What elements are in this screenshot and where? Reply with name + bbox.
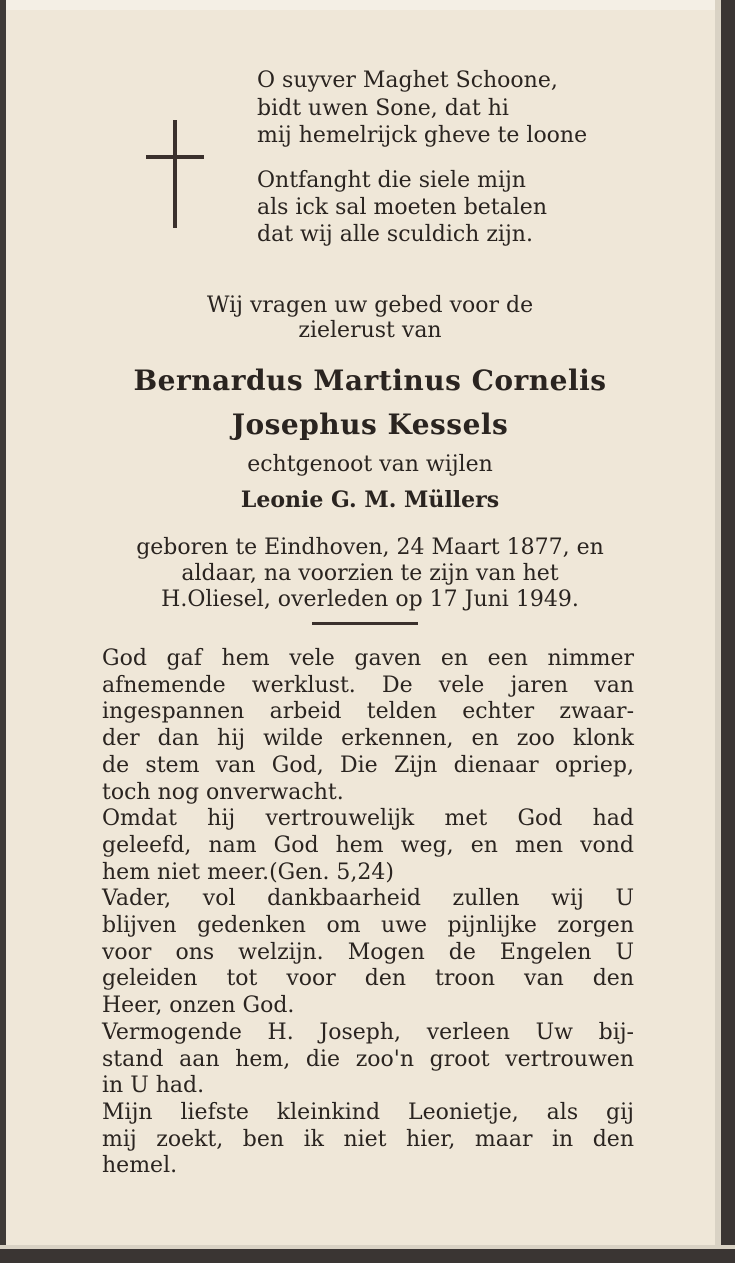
life-line: aldaar, na voorzien te zijn van het <box>181 561 559 586</box>
deceased-name-line1: Bernardus Martinus Cornelis <box>133 364 607 397</box>
relation-text: echtgenoot van wijlen <box>247 452 493 477</box>
text-line: mij zoekt, ben ik niet hier, maar in den <box>102 1126 634 1152</box>
poem-line: bidt uwen Sone, dat hi <box>257 96 509 121</box>
divider-rule <box>312 622 418 625</box>
text-line: afnemende werklust. De vele jaren van <box>102 672 634 698</box>
text-line: voor ons welzijn. Mogen de Engelen U <box>102 939 634 965</box>
card-bottom-border <box>0 1249 735 1263</box>
card-top-edge <box>0 0 735 10</box>
text-line: Mijn liefste kleinkind Leonietje, als gij <box>102 1099 634 1125</box>
text-line: in U had. <box>102 1073 205 1099</box>
life-line: geboren te Eindhoven, 24 Maart 1877, en <box>136 535 604 560</box>
poem-line: O suyver Maghet Schoone, <box>257 68 558 93</box>
text-line: ingespannen arbeid telden echter zwaar- <box>102 699 634 725</box>
cross-horizontal-bar <box>146 155 204 159</box>
text-line: Heer, onzen God. <box>102 993 295 1019</box>
cross-vertical-bar <box>173 120 177 228</box>
poem-line: mij hemelrijck gheve te loone <box>257 123 588 148</box>
request-line: Wij vragen uw gebed voor de <box>206 293 534 318</box>
request-line: zielerust van <box>298 318 442 343</box>
poem-line: als ick sal moeten betalen <box>257 195 547 220</box>
text-line: Omdat hij vertrouwelijk met God had <box>102 806 634 832</box>
text-line: hemel. <box>102 1153 178 1179</box>
text-line: blijven gedenken om uwe pijnlijke zorgen <box>102 913 634 938</box>
text-line: stand aan hem, die zoo'n groot vertrouwen <box>102 1046 634 1072</box>
life-line: H.Oliesel, overleden op 17 Juni 1949. <box>161 587 579 612</box>
text-line: geleiden tot voor den troon van den <box>102 966 634 992</box>
text-line: God gaf hem vele gaven en een nimmer <box>102 646 634 671</box>
text-line: Vader, vol dankbaarheid zullen wij U <box>102 886 634 912</box>
deceased-name-line2: Josephus Kessels <box>231 408 509 441</box>
poem-line: dat wij alle sculdich zijn. <box>257 222 533 247</box>
text-line: geleefd, nam God hem weg, en men vond <box>102 832 634 858</box>
card-right-border <box>721 0 735 1263</box>
text-line: Vermogende H. Joseph, verleen Uw bij- <box>102 1019 634 1045</box>
text-line: der dan hij wilde erkennen, en zoo klonk <box>102 726 634 752</box>
text-line: hem niet meer.(Gen. 5,24) <box>102 859 394 885</box>
text-line: de stem van God, Die Zijn dienaar opriep, <box>102 752 634 778</box>
text-line: toch nog onverwacht. <box>102 779 344 805</box>
card-left-border <box>0 0 6 1263</box>
poem-line: Ontfanght die siele mijn <box>257 168 526 193</box>
spouse-name: Leonie G. M. Müllers <box>240 487 500 513</box>
